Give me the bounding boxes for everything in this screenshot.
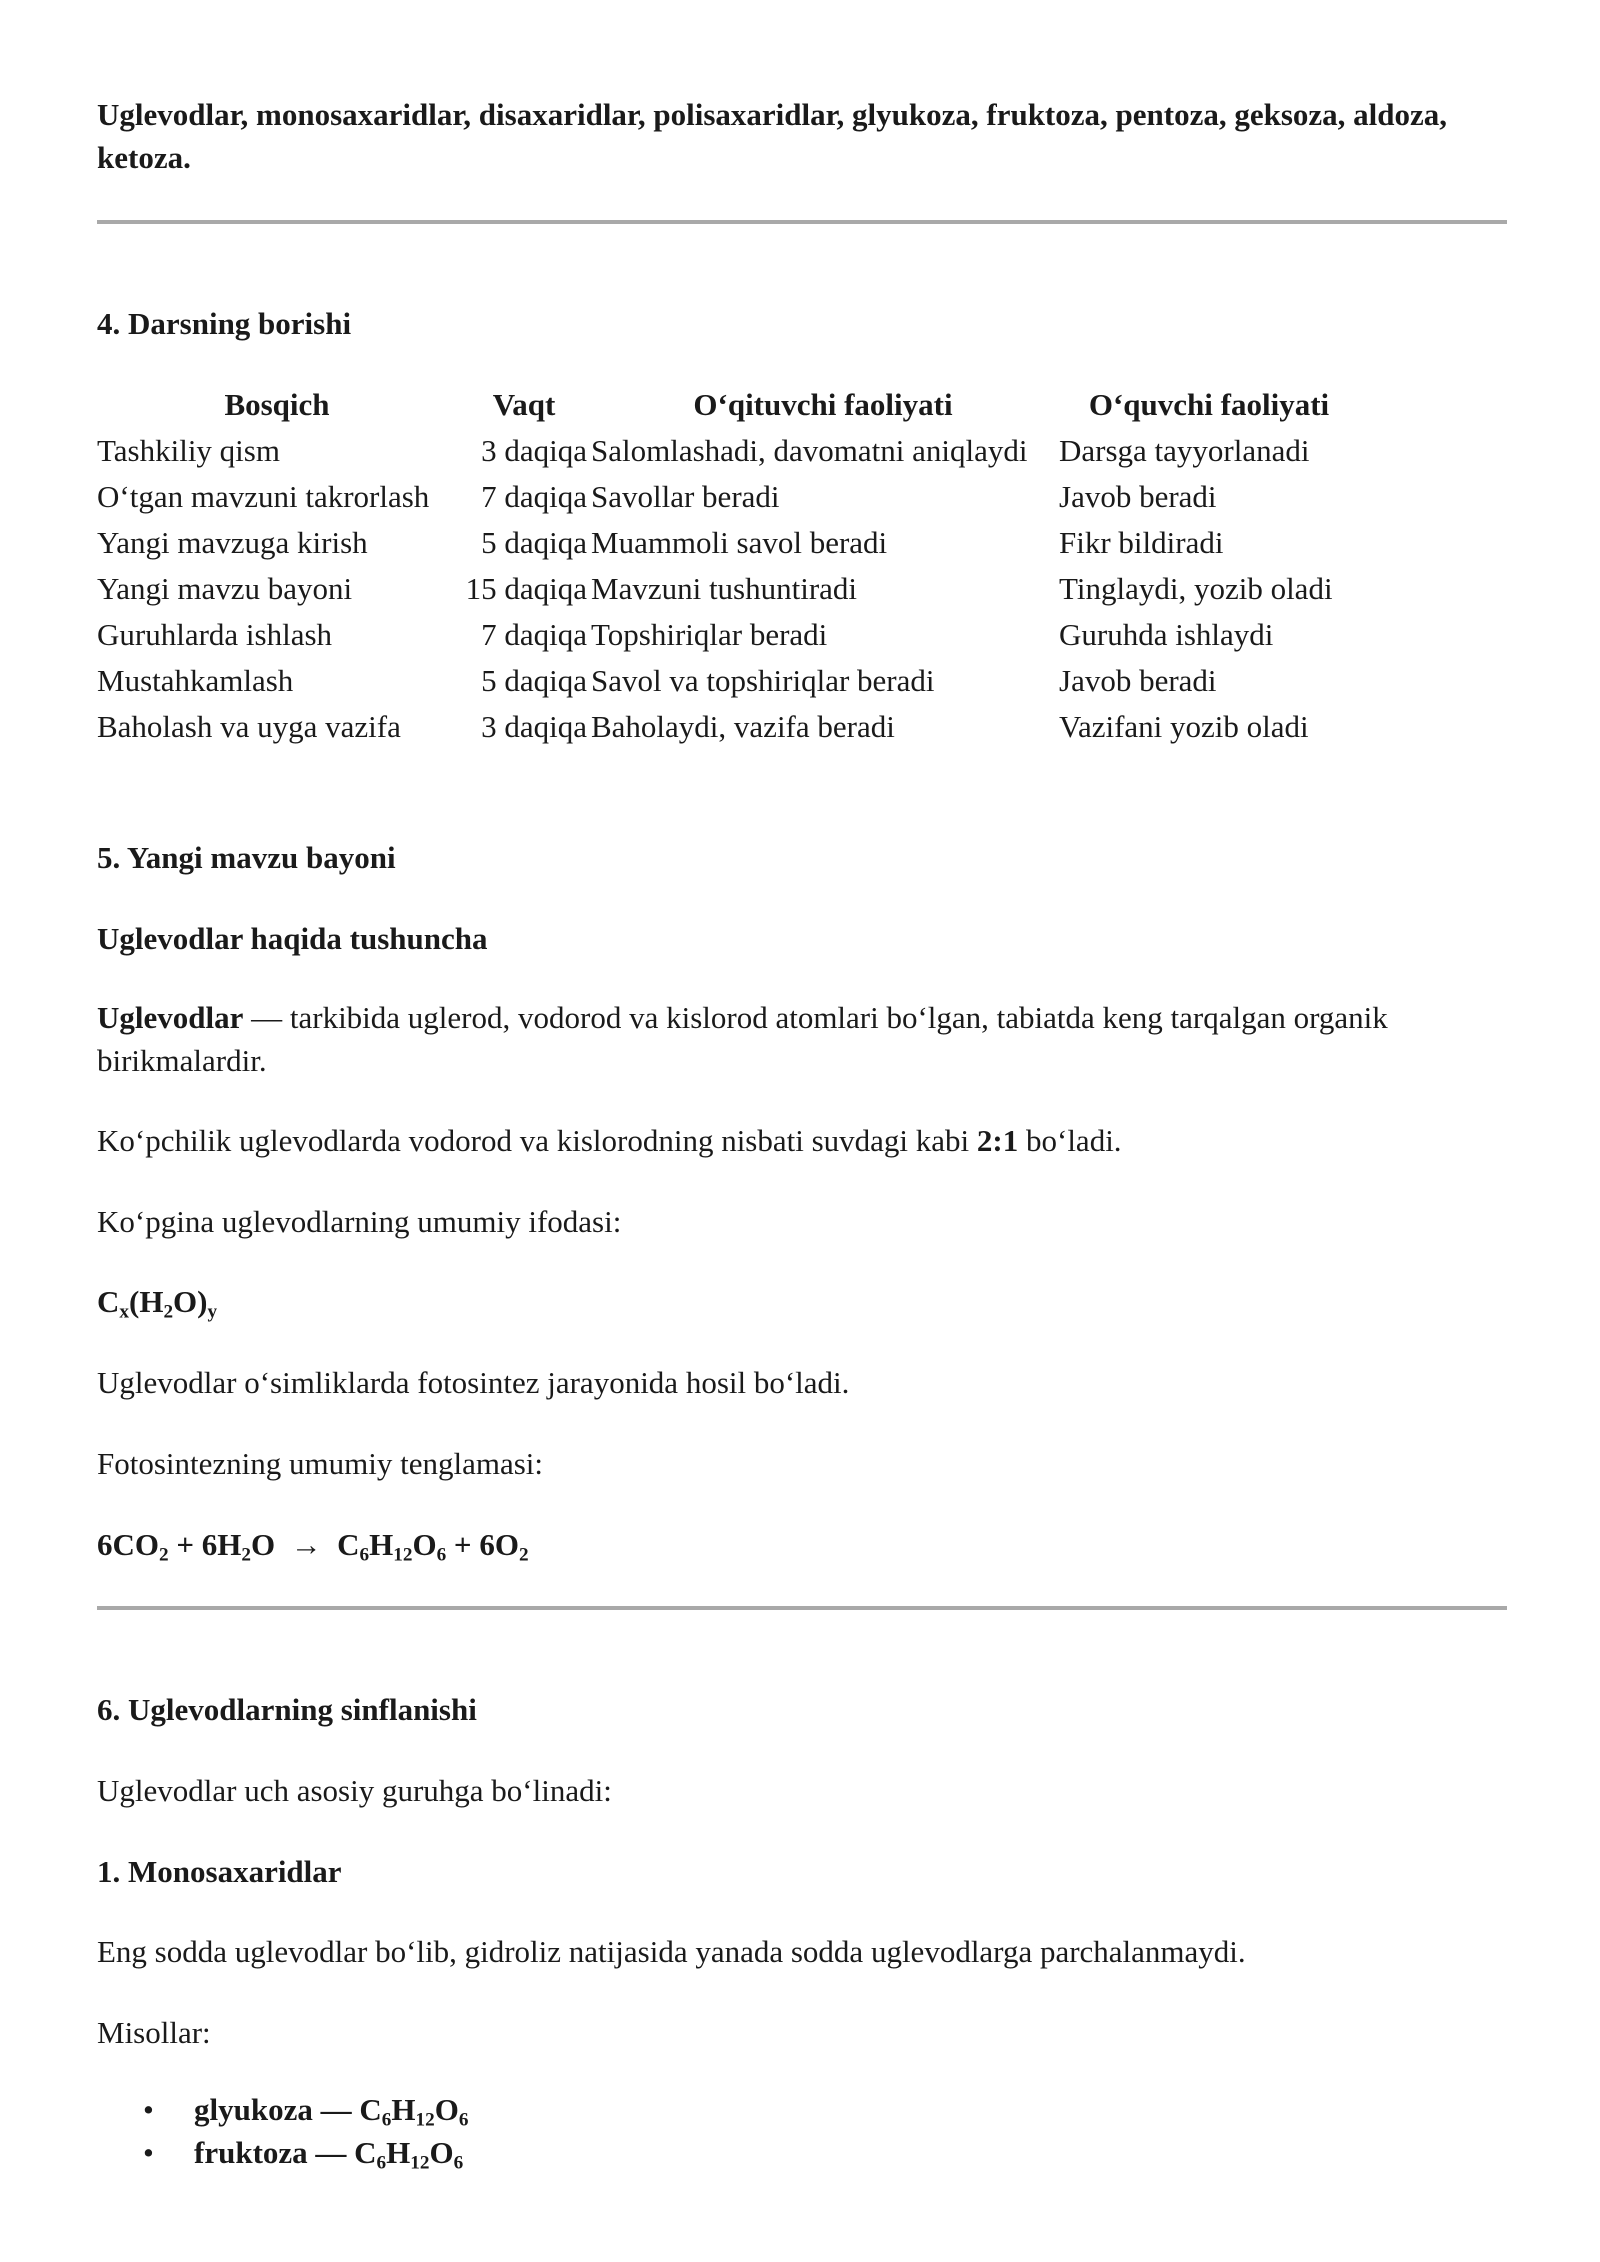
cell-stage: Guruhlarda ishlash [97, 617, 333, 653]
cell-teacher-activity: Baholaydi, vazifa beradi [591, 709, 895, 745]
section-6-heading: 6. Uglevodlarning sinflanishi [97, 1692, 477, 1727]
cell-teacher-activity: Savollar beradi [591, 479, 780, 515]
header-time: Vaqt [492, 387, 556, 423]
ratio-text: Ko‘pchilik uglevodlarda vodorod va kislorodning nisbati suvdagi kabi [97, 1123, 977, 1158]
photosynthesis-text: Uglevodlar o‘simliklarda fotosintez jarayonida hosil bo‘ladi. [97, 1365, 850, 1400]
header-student-activity: O‘quvchi faoliyati [1088, 387, 1330, 423]
cell-teacher-activity: Muammoli savol beradi [591, 525, 888, 561]
cell-teacher-activity: Mavzuni tushuntiradi [591, 571, 858, 607]
definition-paragraph [97, 996, 1507, 1082]
cell-time: 7 daqiqa [481, 617, 587, 653]
table-row [95, 704, 1361, 750]
examples-list [97, 2088, 468, 2174]
cell-student-activity: Tinglaydi, yozib oladi [1059, 571, 1333, 607]
table-row [95, 658, 1361, 704]
cell-time: 5 daqiqa [481, 663, 587, 699]
cell-student-activity: Javob beradi [1059, 479, 1217, 515]
table-row [95, 612, 1361, 658]
cell-stage: O‘tgan mavzuni takrorlash [97, 479, 430, 515]
cell-stage: Yangi mavzuga kirish [97, 525, 368, 561]
cell-time: 7 daqiqa [481, 479, 587, 515]
cell-student-activity: Darsga tayyorlanadi [1059, 433, 1310, 469]
cell-teacher-activity: Topshiriqlar beradi [591, 617, 828, 653]
list-item: • fruktoza — $C_6H_{12}O_6$ [97, 2131, 468, 2174]
cell-time: 5 daqiqa [481, 525, 587, 561]
cell-stage: Mustahkamlash [97, 663, 294, 699]
monosaccharides-text: Eng sodda uglevodlar bo‘lib, gidroliz natijasida yanada sodda uglevodlarga parchalanmaydi. [97, 1934, 1246, 1969]
cell-student-activity: Vazifani yozib oladi [1059, 709, 1309, 745]
list-item: • glyukoza — $C_6H_{12}O_6$ [97, 2088, 468, 2131]
table-row [95, 520, 1361, 566]
cell-teacher-activity: Salomlashadi, davomatni aniqlaydi [591, 433, 1028, 469]
classification-intro: Uglevodlar uch asosiy guruhga bo‘linadi: [97, 1773, 612, 1808]
keywords-line: Uglevodlar, monosaxaridlar, disaxaridlar, polisaxaridlar, glyukoza, fruktoza, pentoza, geksoza, aldoza, ketoza. [97, 97, 1448, 175]
header-stage: Bosqich [224, 387, 330, 423]
section-4-heading: 4. Darsning borishi [97, 306, 352, 341]
lesson-plan-table [95, 382, 1361, 750]
ratio-value: 2:1 [976, 1123, 1019, 1158]
photosynthesis-equation: $6CO_2 + 6H_2O \to C_6H_{12}O_6 + 6O_2$ [97, 1527, 529, 1566]
ratio-text-end: bo‘ladi. [1018, 1123, 1122, 1158]
cell-student-activity: Javob beradi [1059, 663, 1217, 699]
subheading-carbohydrates-concept: Uglevodlar haqida tushuncha [97, 921, 488, 956]
section-5-heading: 5. Yangi mavzu bayoni [97, 840, 396, 875]
monosaccharides-heading: 1. Monosaxaridlar [97, 1854, 342, 1889]
definition-text: — tarkibida uglerod, vodorod va kislorod atomlari bo‘lgan, tabiatda keng tarqalgan organik birikmalardir. [97, 1000, 1388, 1078]
divider [97, 1606, 1507, 1610]
table-row [95, 566, 1361, 612]
cell-student-activity: Fikr bildiradi [1059, 525, 1224, 561]
ratio-paragraph [97, 1119, 1122, 1162]
cell-stage: Yangi mavzu bayoni [97, 571, 353, 607]
cell-stage: Tashkiliy qism [97, 433, 280, 469]
table-row [95, 474, 1361, 520]
table-header-row [95, 382, 1361, 428]
cell-time: 15 daqiqa [465, 571, 587, 607]
general-formula: $C_x(H_2O)_y$ [97, 1284, 218, 1323]
table-row [95, 428, 1361, 474]
definition-term: Uglevodlar [97, 1000, 244, 1035]
cell-time: 3 daqiqa [481, 709, 587, 745]
divider [97, 220, 1507, 224]
cell-stage: Baholash va uyga vazifa [97, 709, 401, 745]
cell-student-activity: Guruhda ishlaydi [1059, 617, 1274, 653]
header-teacher-activity: O‘qituvchi faoliyati [693, 387, 953, 423]
cell-time: 3 daqiqa [481, 433, 587, 469]
equation-intro: Fotosintezning umumiy tenglamasi: [97, 1446, 544, 1481]
cell-teacher-activity: Savol va topshiriqlar beradi [591, 663, 935, 699]
examples-label: Misollar: [97, 2015, 211, 2050]
formula-intro: Ko‘pgina uglevodlarning umumiy ifodasi: [97, 1204, 622, 1239]
